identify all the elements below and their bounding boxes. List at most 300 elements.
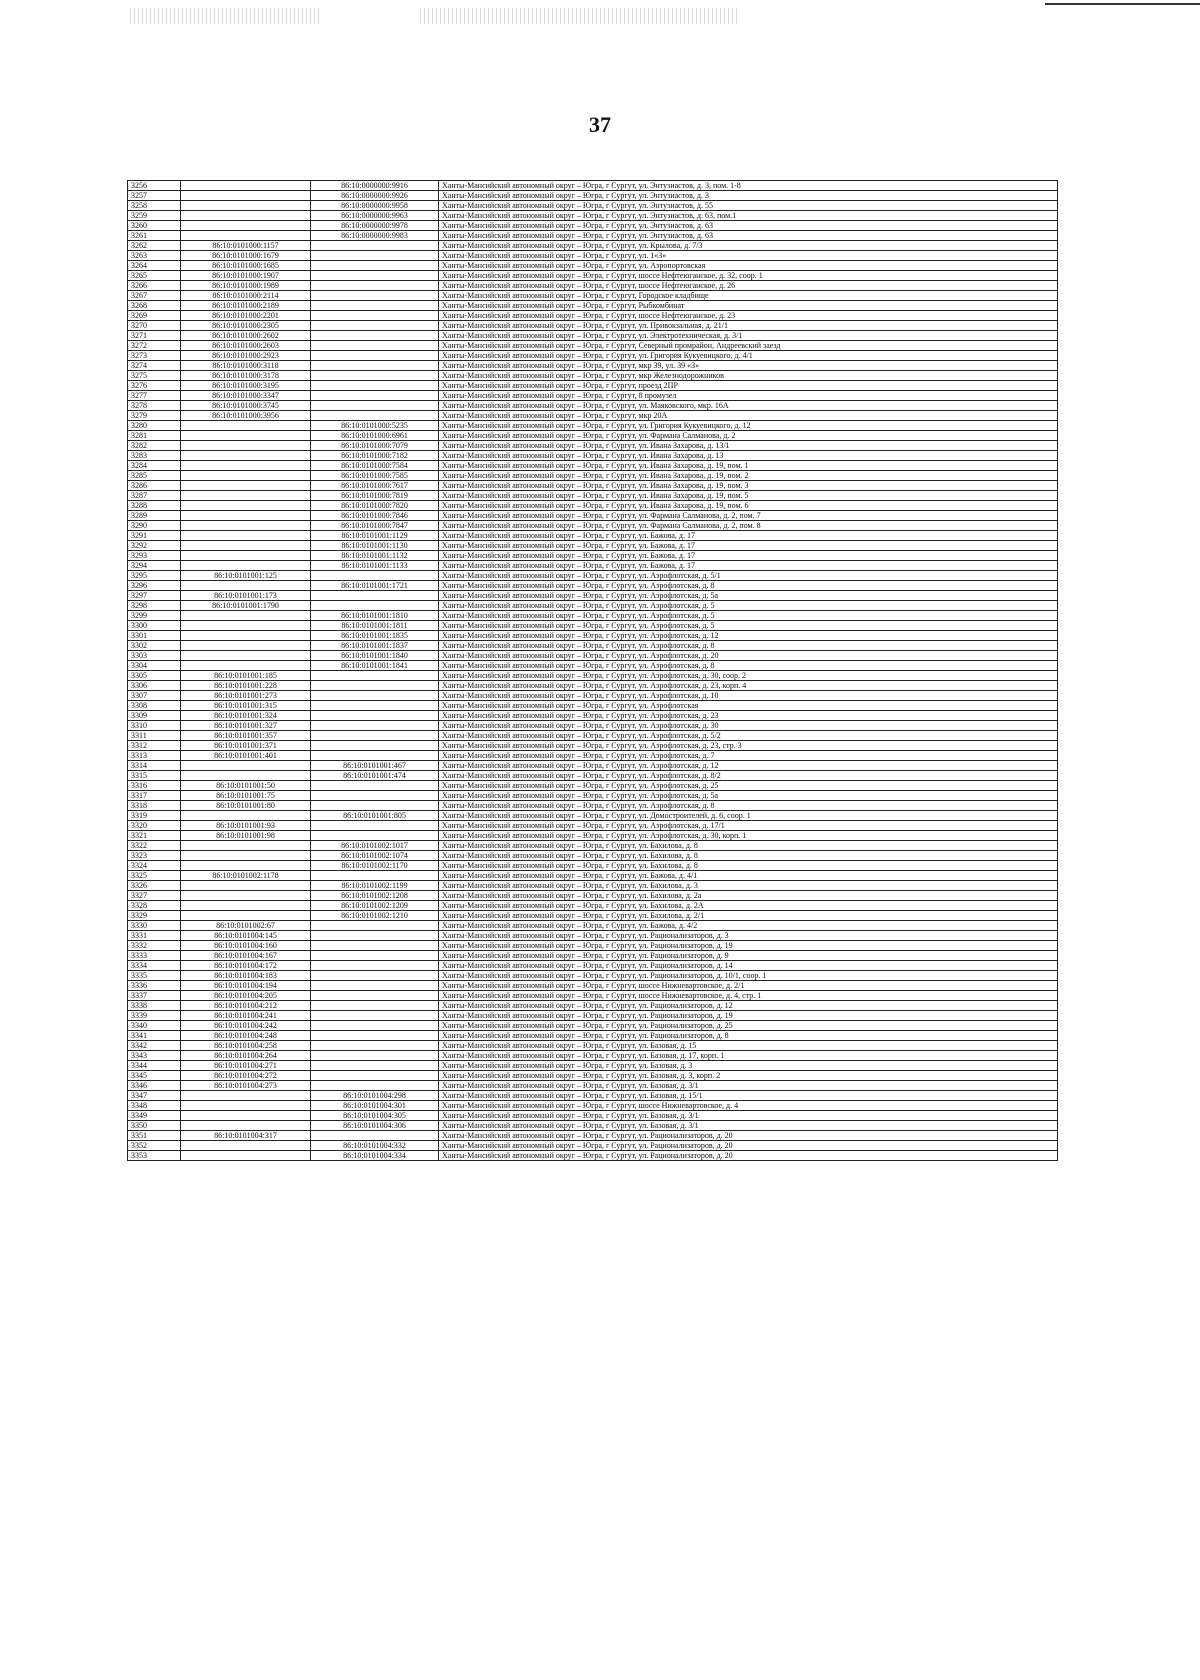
- address-cell: Ханты-Мансийский автономный округ – Югра, г Сургут, ул. Аэрофлотская, д. 5: [439, 621, 1058, 631]
- land-cadastral-number-cell: [181, 501, 311, 511]
- table-row: [128, 971, 1058, 981]
- address-cell: Ханты-Мансийский автономный округ – Югра, г Сургут, мкр 20А: [439, 411, 1058, 421]
- row-number-cell: 3324: [128, 861, 181, 871]
- address-cell: Ханты-Мансийский автономный округ – Югра, г Сургут, ул. Аэрофлотская, д. 7: [439, 751, 1058, 761]
- address-cell: Ханты-Мансийский автономный округ – Югра, г Сургут, ул. Крылова, д. 7/3: [439, 241, 1058, 251]
- registry-table-body: [128, 181, 1058, 1161]
- row-number-cell: 3298: [128, 601, 181, 611]
- land-cadastral-number-cell: 86:10:0101004:194: [181, 981, 311, 991]
- building-cadastral-number-cell: 86:10:0101002:1017: [311, 841, 439, 851]
- address-cell: Ханты-Мансийский автономный округ – Югра, г Сургут, ул. Григория Кукуевицкого, д. 4/1: [439, 351, 1058, 361]
- table-row: [128, 231, 1058, 241]
- table-row: [128, 331, 1058, 341]
- row-number-cell: 3308: [128, 701, 181, 711]
- table-row: [128, 471, 1058, 481]
- row-number-cell: 3321: [128, 831, 181, 841]
- table-row: [128, 881, 1058, 891]
- land-cadastral-number-cell: 86:10:0101001:173: [181, 591, 311, 601]
- row-number-cell: 3318: [128, 801, 181, 811]
- row-number-cell: 3341: [128, 1031, 181, 1041]
- page-number: 37: [589, 112, 611, 137]
- address-cell: Ханты-Мансийский автономный округ – Югра, г Сургут, ул. Энтузиастов, д. 3, пом. 1-8: [439, 181, 1058, 191]
- row-number-cell: 3336: [128, 981, 181, 991]
- building-cadastral-number-cell: [311, 961, 439, 971]
- row-number-cell: 3335: [128, 971, 181, 981]
- table-row: [128, 321, 1058, 331]
- row-number-cell: 3286: [128, 481, 181, 491]
- address-cell: Ханты-Мансийский автономный округ – Югра, г Сургут, ул. Энтузиастов, д. 63: [439, 221, 1058, 231]
- address-cell: Ханты-Мансийский автономный округ – Югра, г Сургут, ул. Рационализаторов, д. 19: [439, 1011, 1058, 1021]
- building-cadastral-number-cell: [311, 921, 439, 931]
- building-cadastral-number-cell: 86:10:0101002:1210: [311, 911, 439, 921]
- building-cadastral-number-cell: [311, 371, 439, 381]
- building-cadastral-number-cell: 86:10:0101000:6961: [311, 431, 439, 441]
- address-cell: Ханты-Мансийский автономный округ – Югра, г Сургут, ул. Бажова, д. 17: [439, 561, 1058, 571]
- address-cell: Ханты-Мансийский автономный округ – Югра, г Сургут, ул. Аэрофлотская, д. 25: [439, 781, 1058, 791]
- row-number-cell: 3316: [128, 781, 181, 791]
- address-cell: Ханты-Мансийский автономный округ – Югра, г Сургут, 8 промузел: [439, 391, 1058, 401]
- land-cadastral-number-cell: 86:10:0101001:273: [181, 691, 311, 701]
- land-cadastral-number-cell: 86:10:0101001:401: [181, 751, 311, 761]
- building-cadastral-number-cell: 86:10:0101001:1130: [311, 541, 439, 551]
- address-cell: Ханты-Мансийский автономный округ – Югра, г Сургут, ул. Фармана Салманова, д. 2, пом. 8: [439, 521, 1058, 531]
- address-cell: Ханты-Мансийский автономный округ – Югра, г Сургут, ул. Аэрофлотская, д. 5а: [439, 591, 1058, 601]
- table-row: [128, 571, 1058, 581]
- row-number-cell: 3329: [128, 911, 181, 921]
- row-number-cell: 3322: [128, 841, 181, 851]
- address-cell: Ханты-Мансийский автономный округ – Югра, г Сургут, шоссе Нижневартовское, д. 4: [439, 1101, 1058, 1111]
- table-row: [128, 441, 1058, 451]
- address-cell: Ханты-Мансийский автономный округ – Югра, г Сургут, ул. Энтузиастов, д. 63: [439, 231, 1058, 241]
- building-cadastral-number-cell: [311, 981, 439, 991]
- table-row: [128, 511, 1058, 521]
- table-row: [128, 741, 1058, 751]
- row-number-cell: 3277: [128, 391, 181, 401]
- building-cadastral-number-cell: 86:10:0101001:1811: [311, 621, 439, 631]
- address-cell: Ханты-Мансийский автономный округ – Югра, г Сургут, ул. Рационализаторов, д. 20: [439, 1151, 1058, 1161]
- address-cell: Ханты-Мансийский автономный округ – Югра, г Сургут, ул. Рационализаторов, д. 9: [439, 951, 1058, 961]
- table-row: [128, 1131, 1058, 1141]
- land-cadastral-number-cell: 86:10:0101001:315: [181, 701, 311, 711]
- row-number-cell: 3272: [128, 341, 181, 351]
- address-cell: Ханты-Мансийский автономный округ – Югра, г Сургут, ул. Аэрофлотская, д. 5/2: [439, 731, 1058, 741]
- land-cadastral-number-cell: [181, 441, 311, 451]
- table-row: [128, 921, 1058, 931]
- address-cell: Ханты-Мансийский автономный округ – Югра, г Сургут, шоссе Нижневартовское, д. 2/1: [439, 981, 1058, 991]
- table-row: [128, 851, 1058, 861]
- row-number-cell: 3264: [128, 261, 181, 271]
- row-number-cell: 3333: [128, 951, 181, 961]
- land-cadastral-number-cell: 86:10:0101001:185: [181, 671, 311, 681]
- row-number-cell: 3328: [128, 901, 181, 911]
- building-cadastral-number-cell: [311, 1081, 439, 1091]
- row-number-cell: 3257: [128, 191, 181, 201]
- building-cadastral-number-cell: [311, 1061, 439, 1071]
- building-cadastral-number-cell: [311, 241, 439, 251]
- table-row: [128, 811, 1058, 821]
- row-number-cell: 3320: [128, 821, 181, 831]
- building-cadastral-number-cell: [311, 931, 439, 941]
- row-number-cell: 3334: [128, 961, 181, 971]
- building-cadastral-number-cell: [311, 291, 439, 301]
- building-cadastral-number-cell: 86:10:0101004:298: [311, 1091, 439, 1101]
- land-cadastral-number-cell: 86:10:0101000:3118: [181, 361, 311, 371]
- land-cadastral-number-cell: 86:10:0101000:3745: [181, 401, 311, 411]
- row-number-cell: 3339: [128, 1011, 181, 1021]
- row-number-cell: 3309: [128, 711, 181, 721]
- table-row: [128, 841, 1058, 851]
- land-cadastral-number-cell: [181, 541, 311, 551]
- table-row: [128, 671, 1058, 681]
- land-cadastral-number-cell: [181, 881, 311, 891]
- land-cadastral-number-cell: 86:10:0101000:2305: [181, 321, 311, 331]
- building-cadastral-number-cell: 86:10:0101004:332: [311, 1141, 439, 1151]
- row-number-cell: 3350: [128, 1121, 181, 1131]
- row-number-cell: 3346: [128, 1081, 181, 1091]
- table-row: [128, 1041, 1058, 1051]
- table-row: [128, 1071, 1058, 1081]
- land-cadastral-number-cell: 86:10:0101004:160: [181, 941, 311, 951]
- row-number-cell: 3256: [128, 181, 181, 191]
- building-cadastral-number-cell: [311, 1031, 439, 1041]
- land-cadastral-number-cell: [181, 211, 311, 221]
- table-row: [128, 351, 1058, 361]
- address-cell: Ханты-Мансийский автономный округ – Югра, г Сургут, ул. Базовая, д. 3/1: [439, 1111, 1058, 1121]
- scan-edge-line: [1045, 3, 1200, 5]
- table-row: [128, 361, 1058, 371]
- building-cadastral-number-cell: [311, 1071, 439, 1081]
- row-number-cell: 3299: [128, 611, 181, 621]
- land-cadastral-number-cell: 86:10:0101004:264: [181, 1051, 311, 1061]
- table-row: [128, 541, 1058, 551]
- building-cadastral-number-cell: [311, 711, 439, 721]
- row-number-cell: 3260: [128, 221, 181, 231]
- building-cadastral-number-cell: [311, 751, 439, 761]
- table-row: [128, 241, 1058, 251]
- land-cadastral-number-cell: 86:10:0101002:67: [181, 921, 311, 931]
- address-cell: Ханты-Мансийский автономный округ – Югра, г Сургут, ул. Ивана Захарова, д. 13/1: [439, 441, 1058, 451]
- row-number-cell: 3289: [128, 511, 181, 521]
- address-cell: Ханты-Мансийский автономный округ – Югра, г Сургут, ул. Аэрофлотская, д. 23, корп. 4: [439, 681, 1058, 691]
- address-cell: Ханты-Мансийский автономный округ – Югра, г Сургут, ул. Базовая, д. 3/1: [439, 1121, 1058, 1131]
- land-cadastral-number-cell: [181, 471, 311, 481]
- table-row: [128, 221, 1058, 231]
- land-cadastral-number-cell: [181, 431, 311, 441]
- land-cadastral-number-cell: [181, 1091, 311, 1101]
- address-cell: Ханты-Мансийский автономный округ – Югра, г Сургут, ул. Бажова, д. 4/2: [439, 921, 1058, 931]
- row-number-cell: 3313: [128, 751, 181, 761]
- land-cadastral-number-cell: [181, 901, 311, 911]
- row-number-cell: 3352: [128, 1141, 181, 1151]
- building-cadastral-number-cell: 86:10:0101001:1721: [311, 581, 439, 591]
- table-row: [128, 611, 1058, 621]
- building-cadastral-number-cell: [311, 1051, 439, 1061]
- land-cadastral-number-cell: [181, 531, 311, 541]
- address-cell: Ханты-Мансийский автономный округ – Югра, г Сургут, ул. Ивана Захарова, д. 13: [439, 451, 1058, 461]
- address-cell: Ханты-Мансийский автономный округ – Югра, г Сургут, ул. Аэрофлотская, д. 8: [439, 581, 1058, 591]
- table-row: [128, 911, 1058, 921]
- address-cell: Ханты-Мансийский автономный округ – Югра, г Сургут, ул. Ивана Захарова, д. 19, пом. 5: [439, 491, 1058, 501]
- land-cadastral-number-cell: 86:10:0101004:272: [181, 1071, 311, 1081]
- table-row: [128, 891, 1058, 901]
- land-cadastral-number-cell: [181, 1121, 311, 1131]
- address-cell: Ханты-Мансийский автономный округ – Югра, г Сургут, ул. Рационализаторов, д. 12: [439, 1001, 1058, 1011]
- table-row: [128, 1151, 1058, 1161]
- row-number-cell: 3311: [128, 731, 181, 741]
- row-number-cell: 3296: [128, 581, 181, 591]
- row-number-cell: 3270: [128, 321, 181, 331]
- table-row: [128, 181, 1058, 191]
- building-cadastral-number-cell: [311, 331, 439, 341]
- land-cadastral-number-cell: [181, 861, 311, 871]
- address-cell: Ханты-Мансийский автономный округ – Югра, г Сургут, ул. Аэрофлотская, д. 20: [439, 651, 1058, 661]
- building-cadastral-number-cell: [311, 701, 439, 711]
- table-row: [128, 731, 1058, 741]
- building-cadastral-number-cell: [311, 1021, 439, 1031]
- address-cell: Ханты-Мансийский автономный округ – Югра, г Сургут, ул. Фармана Салманова, д. 2: [439, 431, 1058, 441]
- address-cell: Ханты-Мансийский автономный округ – Югра, г Сургут, ул. Электротехническая, д. 3/1: [439, 331, 1058, 341]
- registry-table: [127, 180, 1058, 1161]
- table-row: [128, 821, 1058, 831]
- row-number-cell: 3305: [128, 671, 181, 681]
- land-cadastral-number-cell: [181, 621, 311, 631]
- table-row: [128, 621, 1058, 631]
- row-number-cell: 3271: [128, 331, 181, 341]
- land-cadastral-number-cell: 86:10:0101001:50: [181, 781, 311, 791]
- table-row: [128, 661, 1058, 671]
- address-cell: Ханты-Мансийский автономный округ – Югра, г Сургут, ул. Бахилова, д. 3: [439, 881, 1058, 891]
- land-cadastral-number-cell: 86:10:0101004:183: [181, 971, 311, 981]
- address-cell: Ханты-Мансийский автономный округ – Югра, г Сургут, ул. Григория Кукуевицкого, д. 12: [439, 421, 1058, 431]
- table-row: [128, 301, 1058, 311]
- row-number-cell: 3293: [128, 551, 181, 561]
- land-cadastral-number-cell: 86:10:0101001:324: [181, 711, 311, 721]
- row-number-cell: 3280: [128, 421, 181, 431]
- building-cadastral-number-cell: 86:10:0101001:467: [311, 761, 439, 771]
- building-cadastral-number-cell: [311, 941, 439, 951]
- table-row: [128, 491, 1058, 501]
- row-number-cell: 3279: [128, 411, 181, 421]
- table-row: [128, 1021, 1058, 1031]
- table-row: [128, 981, 1058, 991]
- building-cadastral-number-cell: [311, 591, 439, 601]
- building-cadastral-number-cell: 86:10:0101001:474: [311, 771, 439, 781]
- land-cadastral-number-cell: 86:10:0101004:273: [181, 1081, 311, 1091]
- row-number-cell: 3275: [128, 371, 181, 381]
- building-cadastral-number-cell: 86:10:0101001:1835: [311, 631, 439, 641]
- table-row: [128, 401, 1058, 411]
- table-row: [128, 531, 1058, 541]
- row-number-cell: 3314: [128, 761, 181, 771]
- address-cell: Ханты-Мансийский автономный округ – Югра, г Сургут, шоссе Нефтеюганское, д. 26: [439, 281, 1058, 291]
- table-row: [128, 961, 1058, 971]
- building-cadastral-number-cell: [311, 261, 439, 271]
- address-cell: Ханты-Мансийский автономный округ – Югра, г Сургут, ул. Аэрофлотская, д. 17/1: [439, 821, 1058, 831]
- land-cadastral-number-cell: [181, 811, 311, 821]
- row-number-cell: 3323: [128, 851, 181, 861]
- building-cadastral-number-cell: [311, 1011, 439, 1021]
- building-cadastral-number-cell: 86:10:0101001:1841: [311, 661, 439, 671]
- building-cadastral-number-cell: 86:10:0101002:1209: [311, 901, 439, 911]
- table-row: [128, 861, 1058, 871]
- table-row: [128, 801, 1058, 811]
- table-row: [128, 271, 1058, 281]
- row-number-cell: 3284: [128, 461, 181, 471]
- address-cell: Ханты-Мансийский автономный округ – Югра, г Сургут, ул. Базовая, д. 3, корп. 2: [439, 1071, 1058, 1081]
- building-cadastral-number-cell: 86:10:0000000:9926: [311, 191, 439, 201]
- row-number-cell: 3278: [128, 401, 181, 411]
- building-cadastral-number-cell: 86:10:0101001:1133: [311, 561, 439, 571]
- building-cadastral-number-cell: [311, 381, 439, 391]
- address-cell: Ханты-Мансийский автономный округ – Югра, г Сургут, ул. Аэрофлотская, д. 5: [439, 601, 1058, 611]
- address-cell: Ханты-Мансийский автономный округ – Югра, г Сургут, ул. Аэрофлотская, д. 23, стр. 3: [439, 741, 1058, 751]
- row-number-cell: 3304: [128, 661, 181, 671]
- building-cadastral-number-cell: 86:10:0101001:1840: [311, 651, 439, 661]
- table-row: [128, 681, 1058, 691]
- table-row: [128, 291, 1058, 301]
- table-row: [128, 1141, 1058, 1151]
- row-number-cell: 3340: [128, 1021, 181, 1031]
- land-cadastral-number-cell: [181, 1111, 311, 1121]
- building-cadastral-number-cell: 86:10:0101002:1170: [311, 861, 439, 871]
- land-cadastral-number-cell: [181, 451, 311, 461]
- address-cell: Ханты-Мансийский автономный округ – Югра, г Сургут, ул. Домостроителей, д. 6, соор. 1: [439, 811, 1058, 821]
- row-number-cell: 3337: [128, 991, 181, 1001]
- building-cadastral-number-cell: [311, 681, 439, 691]
- building-cadastral-number-cell: [311, 971, 439, 981]
- address-cell: Ханты-Мансийский автономный округ – Югра, г Сургут, ул. Бажова, д. 17: [439, 531, 1058, 541]
- row-number-cell: 3261: [128, 231, 181, 241]
- building-cadastral-number-cell: 86:10:0101000:7819: [311, 491, 439, 501]
- table-row: [128, 941, 1058, 951]
- land-cadastral-number-cell: 86:10:0101004:271: [181, 1061, 311, 1071]
- row-number-cell: 3301: [128, 631, 181, 641]
- row-number-cell: 3294: [128, 561, 181, 571]
- land-cadastral-number-cell: [181, 581, 311, 591]
- land-cadastral-number-cell: 86:10:0101004:242: [181, 1021, 311, 1031]
- table-row: [128, 431, 1058, 441]
- address-cell: Ханты-Мансийский автономный округ – Югра, г Сургут, ул. Маяковского, мкр. 16А: [439, 401, 1058, 411]
- land-cadastral-number-cell: 86:10:0101001:357: [181, 731, 311, 741]
- table-row: [128, 261, 1058, 271]
- building-cadastral-number-cell: [311, 351, 439, 361]
- row-number-cell: 3347: [128, 1091, 181, 1101]
- building-cadastral-number-cell: 86:10:0101001:1837: [311, 641, 439, 651]
- land-cadastral-number-cell: [181, 841, 311, 851]
- land-cadastral-number-cell: [181, 771, 311, 781]
- building-cadastral-number-cell: 86:10:0101000:7617: [311, 481, 439, 491]
- address-cell: Ханты-Мансийский автономный округ – Югра, г Сургут, ул. Бахилова, д. 8: [439, 861, 1058, 871]
- land-cadastral-number-cell: 86:10:0101001:327: [181, 721, 311, 731]
- building-cadastral-number-cell: 86:10:0101000:7079: [311, 441, 439, 451]
- land-cadastral-number-cell: 86:10:0101004:248: [181, 1031, 311, 1041]
- row-number-cell: 3267: [128, 291, 181, 301]
- land-cadastral-number-cell: 86:10:0101000:3178: [181, 371, 311, 381]
- address-cell: Ханты-Мансийский автономный округ – Югра, г Сургут, ул. Аэрофлотская, д. 23: [439, 711, 1058, 721]
- address-cell: Ханты-Мансийский автономный округ – Югра, г Сургут, ул. Бахилова, д. 2/1: [439, 911, 1058, 921]
- building-cadastral-number-cell: [311, 321, 439, 331]
- row-number-cell: 3258: [128, 201, 181, 211]
- building-cadastral-number-cell: 86:10:0101000:5235: [311, 421, 439, 431]
- land-cadastral-number-cell: 86:10:0101000:3347: [181, 391, 311, 401]
- land-cadastral-number-cell: [181, 201, 311, 211]
- land-cadastral-number-cell: 86:10:0101001:93: [181, 821, 311, 831]
- row-number-cell: 3319: [128, 811, 181, 821]
- address-cell: Ханты-Мансийский автономный округ – Югра, г Сургут, ул. Бахилова, д. 2а: [439, 891, 1058, 901]
- table-row: [128, 1031, 1058, 1041]
- row-number-cell: 3276: [128, 381, 181, 391]
- land-cadastral-number-cell: 86:10:0101000:2201: [181, 311, 311, 321]
- building-cadastral-number-cell: 86:10:0101004:334: [311, 1151, 439, 1161]
- land-cadastral-number-cell: [181, 191, 311, 201]
- land-cadastral-number-cell: [181, 551, 311, 561]
- address-cell: Ханты-Мансийский автономный округ – Югра, г Сургут, ул. Аэрофлотская, д. 12: [439, 761, 1058, 771]
- building-cadastral-number-cell: 86:10:0101001:1132: [311, 551, 439, 561]
- building-cadastral-number-cell: [311, 1131, 439, 1141]
- land-cadastral-number-cell: 86:10:0101000:3956: [181, 411, 311, 421]
- table-row: [128, 701, 1058, 711]
- address-cell: Ханты-Мансийский автономный округ – Югра, г Сургут, ул. Привокзальная, д. 21/1: [439, 321, 1058, 331]
- address-cell: Ханты-Мансийский автономный округ – Югра, г Сургут, ул. Аэрофлотская, д. 30, корп. 1: [439, 831, 1058, 841]
- table-row: [128, 781, 1058, 791]
- table-row: [128, 191, 1058, 201]
- table-row: [128, 481, 1058, 491]
- address-cell: Ханты-Мансийский автономный округ – Югра, г Сургут, ул. Ивана Захарова, д. 19, пом. 6: [439, 501, 1058, 511]
- building-cadastral-number-cell: [311, 791, 439, 801]
- land-cadastral-number-cell: [181, 1151, 311, 1161]
- building-cadastral-number-cell: [311, 1001, 439, 1011]
- address-cell: Ханты-Мансийский автономный округ – Югра, г Сургут, ул. Рационализаторов, д. 10/1, соор. 1: [439, 971, 1058, 981]
- building-cadastral-number-cell: 86:10:0000000:9963: [311, 211, 439, 221]
- building-cadastral-number-cell: 86:10:0101000:7846: [311, 511, 439, 521]
- table-row: [128, 1091, 1058, 1101]
- building-cadastral-number-cell: [311, 831, 439, 841]
- address-cell: Ханты-Мансийский автономный округ – Югра, г Сургут, ул. Рационализаторов, д. 8: [439, 1031, 1058, 1041]
- table-row: [128, 251, 1058, 261]
- building-cadastral-number-cell: [311, 271, 439, 281]
- building-cadastral-number-cell: 86:10:0000000:9978: [311, 221, 439, 231]
- row-number-cell: 3262: [128, 241, 181, 251]
- row-number-cell: 3349: [128, 1111, 181, 1121]
- address-cell: Ханты-Мансийский автономный округ – Югра, г Сургут, ул. Базовая, д. 15/1: [439, 1091, 1058, 1101]
- table-row: [128, 751, 1058, 761]
- building-cadastral-number-cell: 86:10:0101001:805: [311, 811, 439, 821]
- land-cadastral-number-cell: [181, 491, 311, 501]
- table-row: [128, 711, 1058, 721]
- table-row: [128, 1011, 1058, 1021]
- row-number-cell: 3310: [128, 721, 181, 731]
- building-cadastral-number-cell: [311, 311, 439, 321]
- table-row: [128, 381, 1058, 391]
- table-row: [128, 1081, 1058, 1091]
- building-cadastral-number-cell: 86:10:0000000:9916: [311, 181, 439, 191]
- land-cadastral-number-cell: [181, 651, 311, 661]
- land-cadastral-number-cell: 86:10:0101000:2603: [181, 341, 311, 351]
- address-cell: Ханты-Мансийский автономный округ – Югра, г Сургут, ул. Рационализаторов, д. 25: [439, 1021, 1058, 1031]
- land-cadastral-number-cell: [181, 1141, 311, 1151]
- row-number-cell: 3327: [128, 891, 181, 901]
- row-number-cell: 3297: [128, 591, 181, 601]
- row-number-cell: 3326: [128, 881, 181, 891]
- row-number-cell: 3342: [128, 1041, 181, 1051]
- land-cadastral-number-cell: 86:10:0101001:1790: [181, 601, 311, 611]
- land-cadastral-number-cell: 86:10:0101001:98: [181, 831, 311, 841]
- building-cadastral-number-cell: [311, 951, 439, 961]
- row-number-cell: 3353: [128, 1151, 181, 1161]
- land-cadastral-number-cell: 86:10:0101004:258: [181, 1041, 311, 1051]
- table-row: [128, 581, 1058, 591]
- table-row: [128, 931, 1058, 941]
